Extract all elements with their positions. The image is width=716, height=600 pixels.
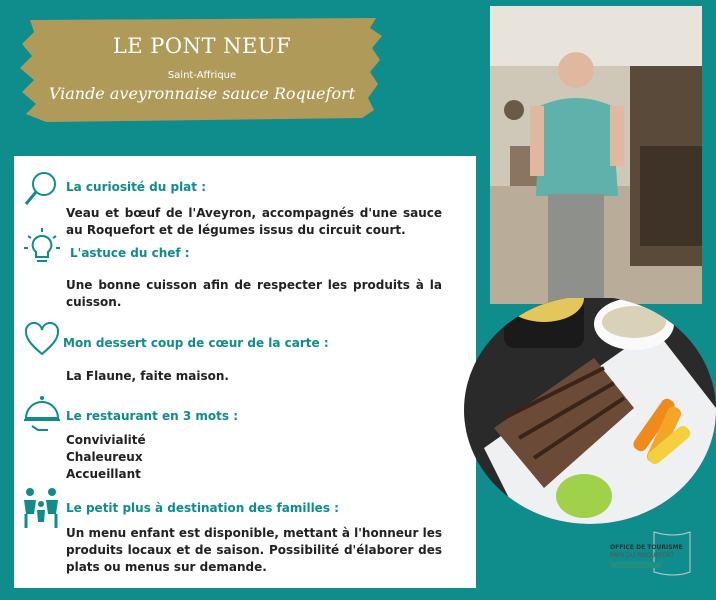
heading-familles: Le petit plus à destination des familles :	[66, 501, 339, 515]
title-banner	[16, 14, 374, 126]
text-familles: Un menu enfant est disponible, mettant à l'honneur les produits locaux et de saison. Possibilité d'élaborer des plats ou menus sur demande.	[66, 526, 442, 574]
mots-item-3: Accueillant	[66, 467, 141, 481]
restaurant-location: Saint-Affrique	[167, 70, 237, 81]
heading-curiosite: La curiosité du plat :	[66, 180, 206, 194]
lightbulb-icon	[22, 226, 62, 270]
heading-mots: Le restaurant en 3 mots :	[66, 409, 239, 423]
text-astuce: Une bonne cuisson afin de respecter les produits à la cuisson.	[66, 278, 442, 309]
mots-item-2: Chaleureux	[66, 450, 143, 464]
dish-photo	[464, 298, 716, 528]
cloche-icon	[22, 392, 62, 436]
heart-icon	[24, 322, 60, 362]
text-curiosite: Veau et bœuf de l'Aveyron, accompagnés d'une sauce au Roquefort et de légumes issus du circuit court.	[66, 206, 442, 237]
restaurant-title: LE PONT NEUF	[112, 34, 292, 58]
mots-item-1: Convivialité	[66, 433, 146, 447]
family-icon	[20, 486, 64, 534]
logo-bar	[610, 562, 662, 568]
chef-photo	[490, 6, 702, 304]
logo-line-2: PAYS DU ROQUEFORT	[610, 552, 675, 559]
text-dessert: La Flaune, faite maison.	[66, 369, 229, 383]
magnifier-icon	[22, 170, 62, 214]
heading-astuce: L'astuce du chef :	[70, 246, 190, 260]
dish-name: Viande aveyronnaise sauce Roquefort	[48, 84, 356, 103]
logo-line-1: OFFICE DE TOURISME	[610, 544, 683, 551]
tourism-office-logo	[604, 528, 696, 586]
heading-dessert: Mon dessert coup de cœur de la carte :	[63, 336, 329, 350]
